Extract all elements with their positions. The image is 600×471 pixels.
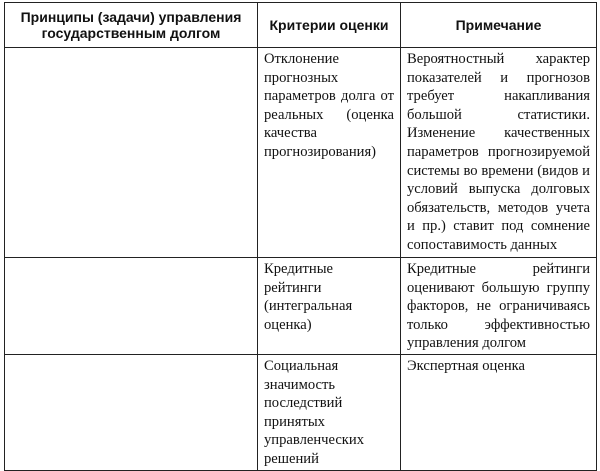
principle-cell	[5, 258, 258, 355]
criterion-cell	[258, 354, 401, 470]
table-row	[5, 258, 597, 355]
note-cell	[401, 48, 597, 258]
header-criteria: Критерии оценки	[258, 3, 401, 48]
criterion-cell	[258, 258, 401, 355]
criteria-table	[4, 2, 597, 471]
criterion-text: Кредитные рейтинги (интегральная оценка)	[264, 261, 353, 333]
criterion-cell	[258, 48, 401, 258]
note-cell	[401, 258, 597, 355]
criterion-text: Социальная значимость последствий принятых управленческих решений	[264, 357, 365, 467]
note-text: Кредитные рейтинги оценивают большую группу факторов, не ограничиваясь только эффективностью управления долгом	[407, 261, 590, 352]
table-header-row	[5, 3, 597, 48]
table-row	[5, 354, 597, 470]
note-text: Экспертная оценка	[407, 357, 525, 374]
header-note: Примечание	[401, 3, 597, 48]
note-text: Вероятностный характер показателей и прогнозов требует накапливания большой статистики. Изменение качественных параметров прогнозируемой системы во времени (видов и условий выпуска долговых обязательств, методов учета и пр.) ставит под сомнение сопоставимость данных	[407, 51, 590, 253]
principle-cell	[5, 354, 258, 470]
principle-cell	[5, 48, 258, 258]
table-row	[5, 48, 597, 258]
header-principles: Принципы (задачи) управления государственным долгом	[5, 3, 258, 48]
criterion-text: Отклонение прогнозных параметров долга от реальных (оценка качества прогнозирования)	[264, 51, 394, 160]
note-cell	[401, 354, 597, 470]
